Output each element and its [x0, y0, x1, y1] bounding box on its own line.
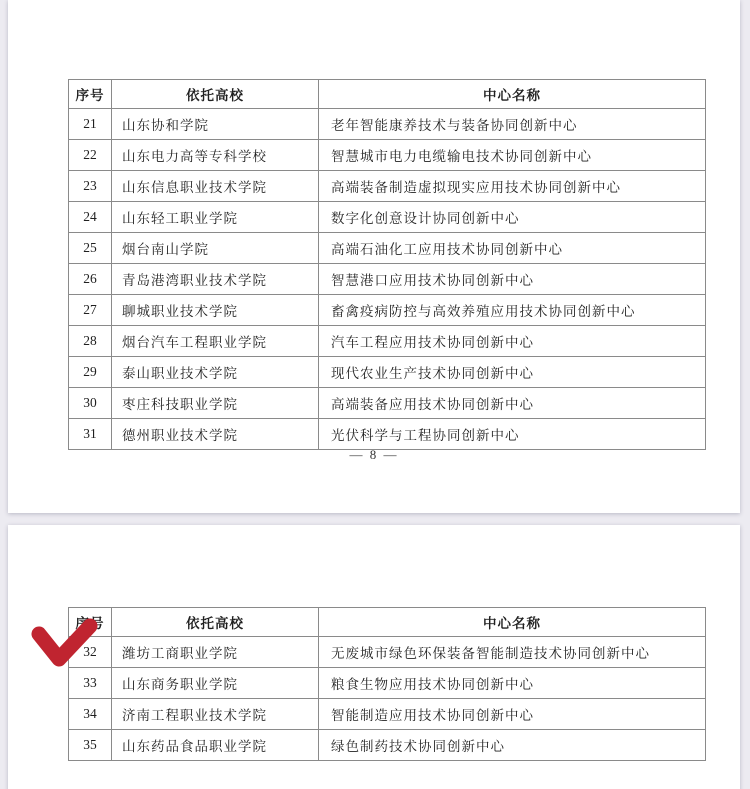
table-row [69, 637, 706, 668]
document-page-9 [8, 525, 740, 789]
cell-center: 智慧港口应用技术协同创新中心 [319, 264, 706, 295]
document-page-8 [8, 0, 740, 513]
cell-school: 聊城职业技术学院 [112, 295, 319, 326]
cell-no: 24 [69, 202, 112, 233]
cell-center: 绿色制药技术协同创新中心 [319, 730, 706, 761]
cell-no: 26 [69, 264, 112, 295]
cell-no: 23 [69, 171, 112, 202]
cell-school: 山东电力高等专科学校 [112, 140, 319, 171]
page-number-footer: — 8 — [349, 447, 399, 462]
header-cell-center: 中心名称 [319, 608, 706, 637]
cell-no: 33 [69, 668, 112, 699]
cell-center: 老年智能康养技术与装备协同创新中心 [319, 109, 706, 140]
cell-center: 粮食生物应用技术协同创新中心 [319, 668, 706, 699]
cell-no: 27 [69, 295, 112, 326]
cell-school: 枣庄科技职业学院 [112, 388, 319, 419]
cell-center: 数字化创意设计协同创新中心 [319, 202, 706, 233]
cell-center: 智慧城市电力电缆输电技术协同创新中心 [319, 140, 706, 171]
table-row [69, 109, 706, 140]
table-header-row [69, 608, 706, 637]
header-cell-no: 序号 [69, 80, 112, 109]
table-row [69, 171, 706, 202]
cell-school: 烟台汽车工程职业学院 [112, 326, 319, 357]
cell-no: 25 [69, 233, 112, 264]
table-row [69, 388, 706, 419]
table-row [69, 668, 706, 699]
cell-school: 烟台南山学院 [112, 233, 319, 264]
table-row [69, 730, 706, 761]
centers-table-page-9 [68, 607, 706, 761]
cell-center: 汽车工程应用技术协同创新中心 [319, 326, 706, 357]
cell-no: 35 [69, 730, 112, 761]
cell-center: 高端石油化工应用技术协同创新中心 [319, 233, 706, 264]
cell-no: 21 [69, 109, 112, 140]
table-row [69, 419, 706, 450]
cell-no: 32 [69, 637, 112, 668]
header-cell-school: 依托高校 [112, 80, 319, 109]
cell-center: 智能制造应用技术协同创新中心 [319, 699, 706, 730]
cell-center: 无废城市绿色环保装备智能制造技术协同创新中心 [319, 637, 706, 668]
table-row [69, 233, 706, 264]
table-row [69, 295, 706, 326]
header-cell-school: 依托高校 [112, 608, 319, 637]
cell-school: 山东商务职业学院 [112, 668, 319, 699]
cell-school: 德州职业技术学院 [112, 419, 319, 450]
cell-center: 光伏科学与工程协同创新中心 [319, 419, 706, 450]
cell-school: 潍坊工商职业学院 [112, 637, 319, 668]
cell-school: 泰山职业技术学院 [112, 357, 319, 388]
table-row [69, 699, 706, 730]
cell-school: 山东轻工职业学院 [112, 202, 319, 233]
table-row [69, 140, 706, 171]
table-row [69, 326, 706, 357]
cell-center: 高端装备应用技术协同创新中心 [319, 388, 706, 419]
cell-center: 高端装备制造虚拟现实应用技术协同创新中心 [319, 171, 706, 202]
header-cell-no: 序号 [69, 608, 112, 637]
cell-school: 青岛港湾职业技术学院 [112, 264, 319, 295]
centers-table-page-8 [68, 79, 706, 450]
table-row [69, 264, 706, 295]
table-row [69, 357, 706, 388]
cell-no: 29 [69, 357, 112, 388]
cell-school: 山东信息职业技术学院 [112, 171, 319, 202]
cell-school: 山东药品食品职业学院 [112, 730, 319, 761]
cell-no: 31 [69, 419, 112, 450]
cell-no: 28 [69, 326, 112, 357]
cell-center: 畜禽疫病防控与高效养殖应用技术协同创新中心 [319, 295, 706, 326]
table-header-row [69, 80, 706, 109]
cell-school: 山东协和学院 [112, 109, 319, 140]
table-row [69, 202, 706, 233]
cell-no: 34 [69, 699, 112, 730]
cell-no: 30 [69, 388, 112, 419]
cell-school: 济南工程职业技术学院 [112, 699, 319, 730]
header-cell-center: 中心名称 [319, 80, 706, 109]
cell-center: 现代农业生产技术协同创新中心 [319, 357, 706, 388]
cell-no: 22 [69, 140, 112, 171]
